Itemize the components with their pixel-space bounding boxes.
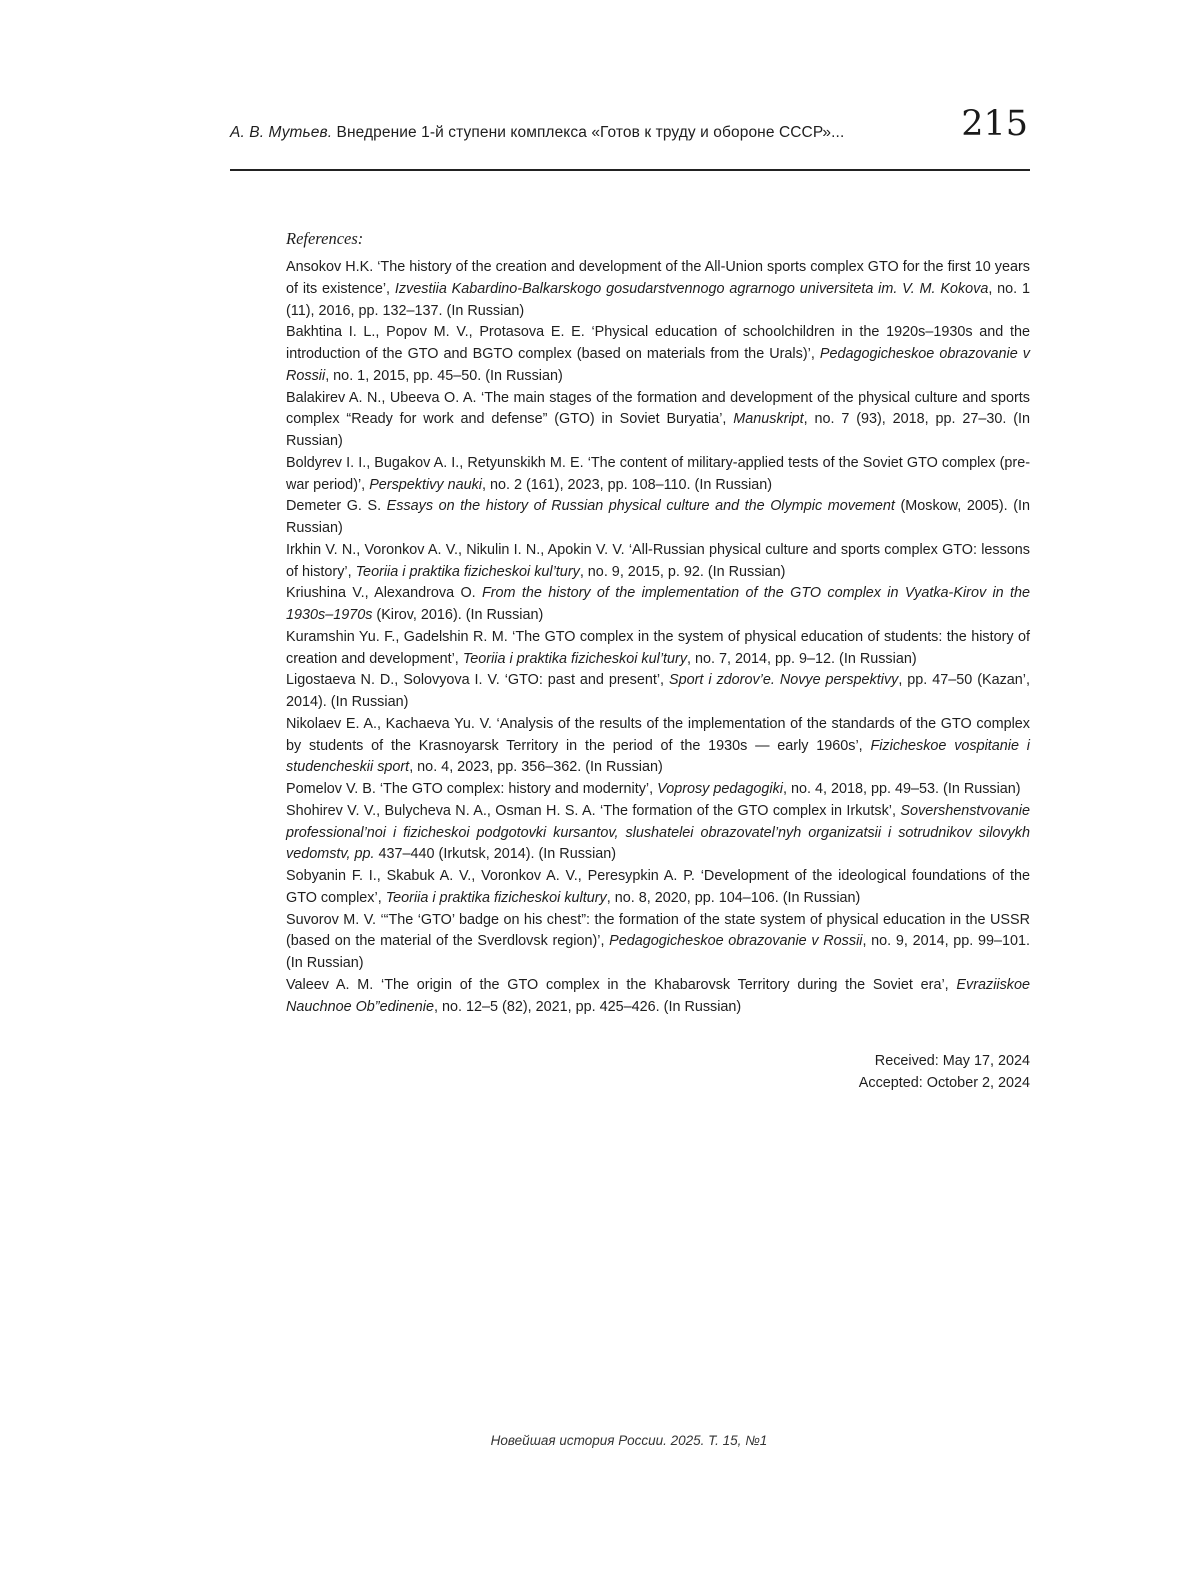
- reference-item: Sobyanin F. I., Skabuk A. V., Voronkov A. V., Peresypkin A. P. ‘Development of the ideological foundations of the GTO complex’, Teoriia i praktika fizicheskoi kultury, no. 8, 2020, pp. 104–106. (In Russian): [286, 868, 1030, 906]
- running-head-authors: А. В. Мутьев.: [230, 124, 333, 141]
- reference-item: Pomelov V. B. ‘The GTO complex: history and modernity’, Voprosy pedagogiki, no. 4, 2018, pp. 49–53. (In Russian): [286, 781, 1021, 797]
- reference-item: Irkhin V. N., Voronkov A. V., Nikulin I. N., Apokin V. V. ‘All-Russian physical culture and sports complex GTO: lessons of history’, Teoriia i praktika fizicheskoi kul’tury, no. 9, 2015, p. 92. (In Russian): [286, 541, 1030, 580]
- reference-item: Kuramshin Yu. F., Gadelshin R. M. ‘The GTO complex in the system of physical education of students: the history of creation and development’, Teoriia i praktika fizicheskoi kul’tury, no. 7, 2014, pp. 9–12. (In Russian): [286, 628, 1030, 667]
- page-number: 215: [961, 104, 1028, 144]
- reference-item: Balakirev A. N., Ubeeva O. A. ‘The main stages of the formation and development of the physical culture and sports complex “Ready for work and defense” (GTO) in Soviet Buryatia’, Manuskript, no. 7 (93), 2018, pp. 27–30. (In Russian): [286, 389, 1030, 449]
- reference-item: Nikolaev E. A., Kachaeva Yu. V. ‘Analysis of the results of the implementation of the standards of the GTO complex by students of the Krasnoyarsk Territory in the period of the 1930s — early 1960s’, Fizicheskoe vospitanie i studencheskii sport, no. 4, 2023, pp. 356–362. (In Russian): [286, 715, 1030, 776]
- reference-item: Suvorov M. V. ‘“The ‘GTO’ badge on his chest”: the formation of the state system of physical education in the USSR (based on the material of the Sverdlovsk region)’, Pedagogicheskoe obrazovanie v Rossii, no. 9, 2014, pp. 99–101. (In Russian): [286, 911, 1031, 971]
- reference-item: Ansokov H.K. ‘The history of the creation and development of the All-Union sports complex GTO for the first 10 years of its existence’, Izvestiia Kabardino-Balkarskogo gosudarstvennogo agrarnogo universiteta im. V. M. Kokova, no. 1 (11), 2016, pp. 132–137. (In Russian): [286, 259, 1030, 319]
- reference-item: Ligostaeva N. D., Solovyova I. V. ‘GTO: past and present’, Sport i zdorov’e. Novye perspektivy, pp. 47–50 (Kazan’, 2014). (In Russian): [286, 672, 1030, 710]
- reference-item: Valeev A. M. ‘The origin of the GTO complex in the Khabarovsk Territory during the Soviet era’, Evraziiskoe Nauchnoe Ob”edinenie, no. 12–5 (82), 2021, pp. 425–426. (In Russian): [286, 976, 1030, 1015]
- running-head-title: Внедрение 1-й ступени комплекса «Готов к труду и обороне СССР»...: [336, 124, 845, 141]
- page-header: [230, 103, 1030, 171]
- references-list: [286, 257, 1030, 1018]
- reference-item: Bakhtina I. L., Popov M. V., Protasova E. E. ‘Physical education of schoolchildren in the 1920s–1930s and the introduction of the GTO and BGTO complex (based on materials from the Urals)’, Pedagogicheskoe obrazovanie v Rossii, no. 1, 2015, pp. 45–50. (In Russian): [286, 324, 1030, 384]
- reference-item: Kriushina V., Alexandrova O. From the history of the implementation of the GTO complex in Vyatka-Kirov in the 1930s–1970s (Kirov, 2016). (In Russian): [286, 585, 1030, 623]
- article-dates: [859, 1051, 1030, 1095]
- reference-item: Boldyrev I. I., Bugakov A. I., Retyunskikh M. E. ‘The content of military-applied tests of the Soviet GTO complex (pre-war period)’, Perspektivy nauki, no. 2 (161), 2023, pp. 108–110. (In Russian): [286, 454, 1030, 493]
- reference-item: Demeter G. S. Essays on the history of Russian physical culture and the Olympic movement (Moskow, 2005). (In Russian): [286, 498, 1030, 536]
- reference-item: Shohirev V. V., Bulycheva N. A., Osman H. S. A. ‘The formation of the GTO complex in Irkutsk’, Sovershenstvovanie professional’noi i fizicheskoi podgotovki kursantov, slushatelei obrazovatel’nyh organizatsii i sotrudnikov silovykh vedomstv, pp. 437–440 (Irkutsk, 2014). (In Russian): [286, 802, 1030, 863]
- received-date: Received: May 17, 2024: [874, 1053, 1030, 1069]
- journal-footer: Новейшая история России. 2025. Т. 15, №1: [490, 1433, 768, 1448]
- accepted-date: Accepted: October 2, 2024: [858, 1074, 1030, 1091]
- references-heading: References:: [286, 229, 364, 248]
- running-head: [230, 124, 844, 142]
